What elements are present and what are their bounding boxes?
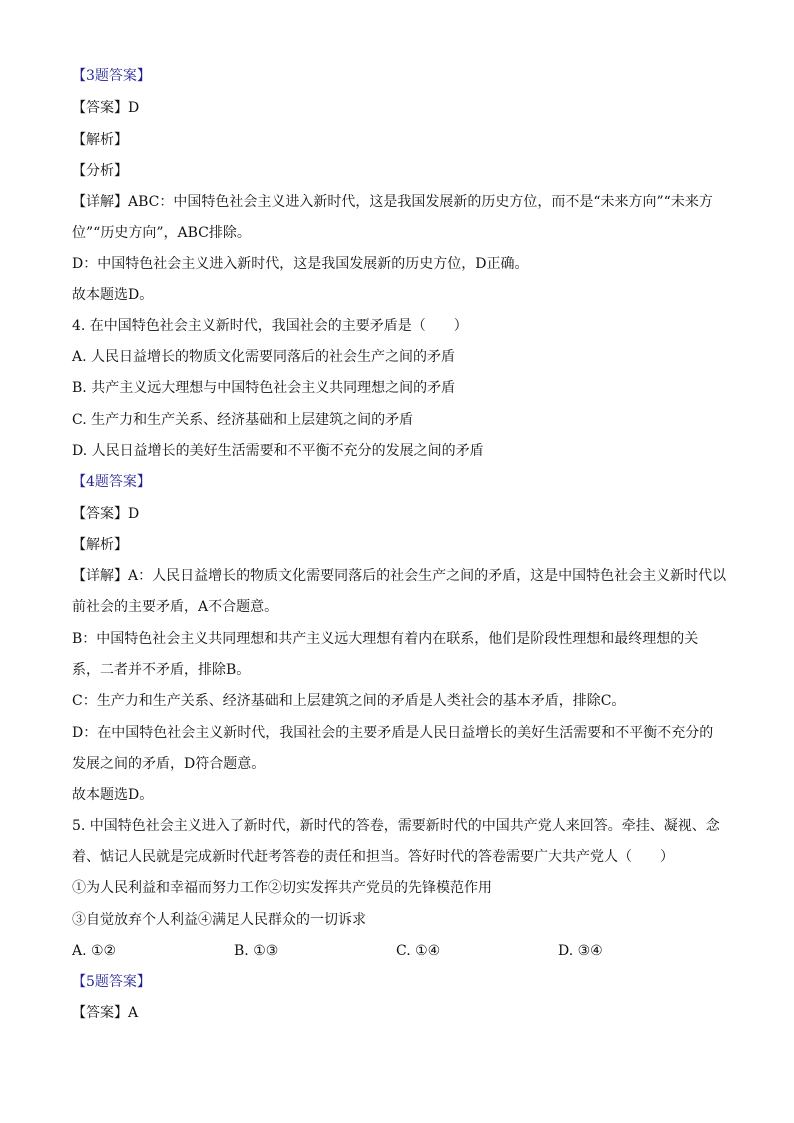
q3-answer: 【答案】D (72, 100, 140, 116)
q4-option-b: B. 共产主义远大理想与中国特色社会主义共同理想之间的矛盾 (72, 380, 456, 396)
q3-detail-line-3: D：中国特色社会主义进入新时代，这是我国发展新的历史方位，D正确。 (72, 256, 529, 272)
q5-option-b: B. ①③ (234, 943, 279, 959)
q5-stem-line-2: 着、惦记人民就是完成新时代赶考答卷的责任和担当。答好时代的答卷需要广大共产党人（ ） (72, 849, 674, 865)
q4-conclusion: 故本题选D。 (72, 787, 154, 803)
q5-stem-line-1: 5. 中国特色社会主义进入了新时代，新时代的答卷，需要新时代的中国共产党人来回答。牵挂、凝视、念 (72, 818, 720, 834)
q4-option-a: A. 人民日益增长的物质文化需要同落后的社会生产之间的矛盾 (72, 349, 456, 365)
q5-answer-header: 【5题答案】 (72, 974, 151, 990)
q5-option-d: D. ③④ (558, 943, 603, 959)
q5-option-c: C. ①④ (396, 943, 441, 959)
q4-detail-line-2: 前社会的主要矛盾，A不合题意。 (72, 599, 279, 615)
q3-detail-line-2: 位”“历史方向”，ABC排除。 (72, 225, 251, 241)
q5-item-line-1: ①为人民利益和幸福而努力工作②切实发挥共产党员的先锋模范作用 (72, 880, 492, 896)
q4-option-c: C. 生产力和生产关系、经济基础和上层建筑之间的矛盾 (72, 412, 414, 428)
q3-conclusion: 故本题选D。 (72, 287, 154, 303)
q4-stem: 4. 在中国特色社会主义新时代，我国社会的主要矛盾是（ ） (72, 318, 468, 334)
q3-detail-line-1: 【详解】ABC：中国特色社会主义进入新时代，这是我国发展新的历史方位，而不是“未来方向”“未来方 (72, 194, 713, 210)
q4-answer-header: 【4题答案】 (72, 474, 151, 490)
q4-detail-line-7: 发展之间的矛盾，D符合题意。 (72, 756, 266, 772)
q4-detail-line-1: 【详解】A：人民日益增长的物质文化需要同落后的社会生产之间的矛盾，这是中国特色社会主义新时代以 (72, 568, 727, 584)
q4-analysis-tag: 【解析】 (72, 537, 128, 553)
q4-detail-line-3: B：中国特色社会主义共同理想和共产主义远大理想有着内在联系，他们是阶段性理想和最终理想的关 (72, 631, 699, 647)
q4-detail-line-5: C：生产力和生产关系、经济基础和上层建筑之间的矛盾是人类社会的基本矛盾，排除C。 (72, 693, 626, 709)
q5-item-line-2: ③自觉放弃个人利益④满足人民群众的一切诉求 (72, 912, 366, 928)
q4-answer: 【答案】D (72, 506, 140, 522)
q3-fenxi-tag: 【分析】 (72, 163, 128, 179)
q5-option-a: A. ①② (72, 943, 117, 959)
q5-answer: 【答案】A (72, 1005, 139, 1021)
q4-detail-line-6: D：在中国特色社会主义新时代，我国社会的主要矛盾是人民日益增长的美好生活需要和不平衡不充分的 (72, 725, 714, 741)
q3-analysis-tag: 【解析】 (72, 132, 128, 148)
q4-detail-line-4: 系，二者并不矛盾，排除B。 (72, 662, 251, 678)
q4-option-d: D. 人民日益增长的美好生活需要和不平衡不充分的发展之间的矛盾 (72, 443, 484, 459)
q3-answer-header: 【3题答案】 (72, 68, 151, 84)
